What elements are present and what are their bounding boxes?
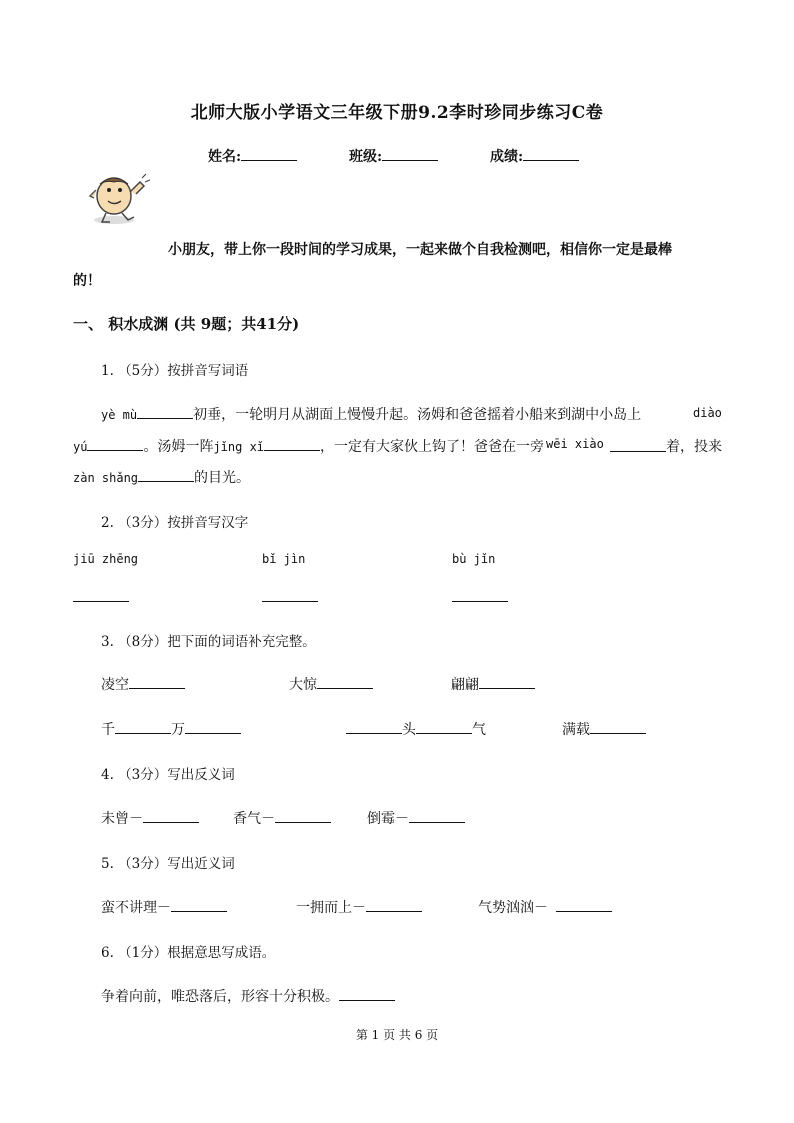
answer-blank[interactable] <box>138 467 194 482</box>
answer-blank[interactable] <box>339 986 395 1001</box>
answer-blank[interactable] <box>171 897 227 912</box>
answer-blank[interactable] <box>73 601 129 602</box>
idiom-part: 万 <box>171 722 185 738</box>
pinyin: wēi xiào <box>546 437 604 451</box>
name-label: 姓名: <box>208 149 242 165</box>
answer-blank[interactable] <box>452 601 508 602</box>
cartoon-mascot-icon <box>84 170 154 228</box>
answer-blank[interactable] <box>87 436 143 451</box>
question-2-title: 2. （3分）按拼音写汉字 <box>101 515 249 531</box>
text: ，一定有大家伙上钩了！爸爸在一旁 <box>320 439 545 455</box>
answer-blank[interactable] <box>409 808 465 823</box>
idiom-part: 凌空 <box>101 677 129 693</box>
idiom-part: 满载 <box>562 722 590 738</box>
pinyin: jiū zhēng <box>73 552 139 566</box>
idiom-item <box>562 719 646 739</box>
pinyin: bǐ jìn <box>262 552 306 566</box>
intro-line-1: 小朋友，带上你一段时间的学习成果，一起来做个自我检测吧，相信你一定是最棒 <box>168 242 672 258</box>
idiom-item <box>289 674 373 694</box>
idiom-part: 气 <box>472 722 486 738</box>
answer-blank[interactable] <box>143 808 199 823</box>
name-blank[interactable] <box>241 146 297 161</box>
answer-blank[interactable] <box>275 808 331 823</box>
synonym-item <box>478 897 612 917</box>
idiom-part: 翩翩 <box>451 677 479 693</box>
question-6-title: 6. （1分）根据意思写成语。 <box>101 945 276 961</box>
answer-blank[interactable] <box>317 674 373 689</box>
meaning-text: 争着向前，唯恐落后，形容十分积极。 <box>101 989 339 1005</box>
answer-blank[interactable] <box>262 601 318 602</box>
answer-blank[interactable] <box>610 451 666 452</box>
idiom-item <box>451 674 535 694</box>
word: 香气－ <box>233 811 275 827</box>
synonym-item <box>296 897 422 917</box>
answer-blank[interactable] <box>137 404 193 419</box>
answer-blank[interactable] <box>129 674 185 689</box>
pinyin: zàn shǎng <box>73 471 139 485</box>
pinyin: jǐng xǐ <box>213 440 265 454</box>
text: 初垂，一轮明月从湖面上慢慢升起。汤姆和爸爸摇着小船来到湖中小岛上 <box>193 407 642 423</box>
answer-blank[interactable] <box>185 719 241 734</box>
answer-blank[interactable] <box>590 719 646 734</box>
answer-blank[interactable] <box>264 436 320 451</box>
score-field[interactable] <box>490 146 579 166</box>
question-1-line-3 <box>73 467 250 487</box>
idiom-item <box>101 674 185 694</box>
idiom-part: 千 <box>101 722 115 738</box>
pinyin: bù jǐn <box>452 552 496 566</box>
word: 气势汹汹－ <box>478 900 548 916</box>
score-label: 成绩: <box>490 149 524 165</box>
text: 着，投来 <box>666 439 722 455</box>
section-title: 一、 积水成渊 (共 9题；共41分) <box>73 315 300 333</box>
page-footer: 第 1 页 共 6 页 <box>355 1028 439 1042</box>
class-blank[interactable] <box>382 146 438 161</box>
page-title: 北师大版小学语文三年级下册9.2李时珍同步练习C卷 <box>190 103 604 123</box>
answer-blank[interactable] <box>479 674 535 689</box>
pinyin: yè mù <box>101 408 138 422</box>
name-field[interactable] <box>208 146 297 166</box>
question-6-item <box>101 986 395 1006</box>
idiom-part: 头 <box>402 722 416 738</box>
synonym-item <box>101 897 227 917</box>
idiom-part: 大惊 <box>289 677 317 693</box>
word: 一拥而上－ <box>296 900 366 916</box>
word: 未曾－ <box>101 811 143 827</box>
idiom-item <box>346 719 486 739</box>
antonym-item <box>367 808 465 828</box>
answer-blank[interactable] <box>556 897 612 912</box>
word: 蛮不讲理－ <box>101 900 171 916</box>
class-label: 班级: <box>349 149 383 165</box>
score-blank[interactable] <box>523 146 579 161</box>
question-5-title: 5. （3分）写出近义词 <box>101 856 235 872</box>
antonym-item <box>233 808 331 828</box>
pinyin: yú <box>73 440 88 454</box>
answer-blank[interactable] <box>366 897 422 912</box>
antonym-item <box>101 808 199 828</box>
answer-blank[interactable] <box>115 719 171 734</box>
text: 的目光。 <box>194 470 251 486</box>
word: 倒霉－ <box>367 811 409 827</box>
question-1-title: 1. （5分）按拼音写词语 <box>101 363 249 379</box>
text: 。汤姆一阵 <box>143 439 214 455</box>
class-field[interactable] <box>349 146 438 166</box>
answer-blank[interactable] <box>416 719 472 734</box>
pinyin: diào <box>693 406 722 420</box>
intro-line-2: 的！ <box>73 273 101 289</box>
question-1-line-1 <box>101 404 641 424</box>
question-4-title: 4. （3分）写出反义词 <box>101 767 235 783</box>
answer-blank[interactable] <box>346 719 402 734</box>
idiom-item <box>101 719 241 739</box>
question-3-title: 3. （8分）把下面的词语补充完整。 <box>101 634 316 650</box>
question-1-line-2 <box>73 436 544 456</box>
